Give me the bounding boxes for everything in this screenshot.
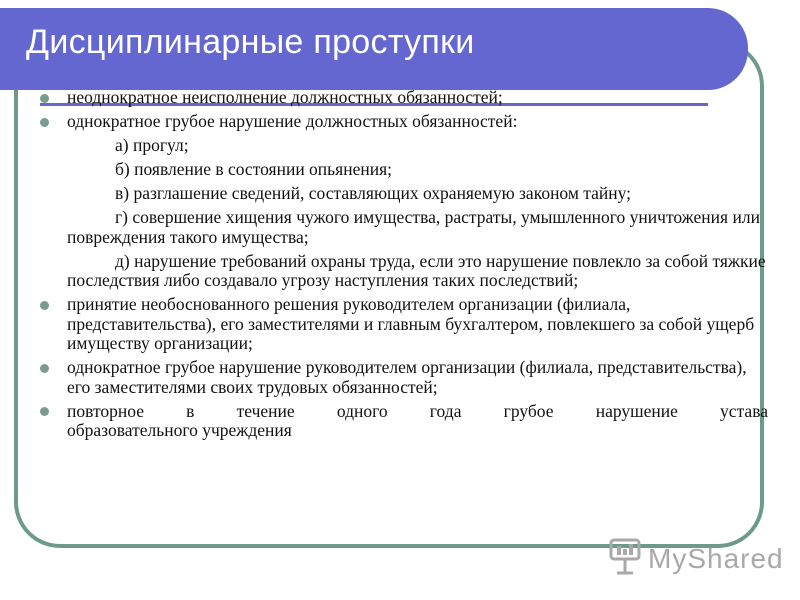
presentation-board-icon (608, 537, 642, 575)
sub-item (40, 184, 768, 204)
sub-item (40, 160, 768, 180)
list-item-text-line1: повторное в течение одного года грубое нарушение устава (67, 400, 768, 421)
bullet-icon (40, 407, 49, 416)
slide-content (40, 88, 768, 445)
list-item-text: принятие необоснованного решения руководителем организации (филиала, представительства), его заместителями и главным бухгалтером, повлекшего за собой ущерб имуществу организации; (67, 294, 755, 353)
sub-item-text: в) разглашение сведений, составляющих охраняемую законом тайну; (115, 183, 632, 203)
list-item (40, 358, 768, 397)
list-item-text: однократное грубое нарушение должностных обязанностей: (67, 111, 518, 131)
list-item-text-line2: образовательного учреждения (67, 420, 292, 440)
sub-item (40, 252, 768, 291)
list-item (40, 402, 768, 441)
bullet-icon (40, 364, 49, 373)
bullet-icon (40, 301, 49, 310)
sub-item-text: б) появление в состоянии опьянения; (115, 159, 392, 179)
list-item (40, 88, 768, 108)
sub-item-text: а) прогул; (115, 135, 189, 155)
watermark-text: MyShared (648, 543, 784, 574)
sub-item-text: г) совершение хищения чужого имущества, растраты, умышленного уничтожения или повреждения такого имущества; (67, 207, 760, 247)
bullet-icon (40, 118, 49, 127)
list-item-text: однократное грубое нарушение руководителем организации (филиала, представительства), его заместителями своих трудовых обязанностей; (67, 357, 747, 397)
bullet-icon (40, 94, 49, 103)
watermark (608, 537, 784, 577)
sub-item (40, 208, 768, 247)
sub-item-text: д) нарушение требований охраны труда, если это нарушение повлекло за собой тяжкие последствия либо создавало угрозу наступления таких последствий; (67, 250, 766, 290)
list-item (40, 112, 768, 132)
list-item-text: неоднократное неисполнение должностных обязанностей; (67, 87, 503, 107)
sub-item (40, 136, 768, 156)
slide-title: Дисциплинарные проступки (26, 23, 475, 61)
list-item (40, 295, 768, 354)
